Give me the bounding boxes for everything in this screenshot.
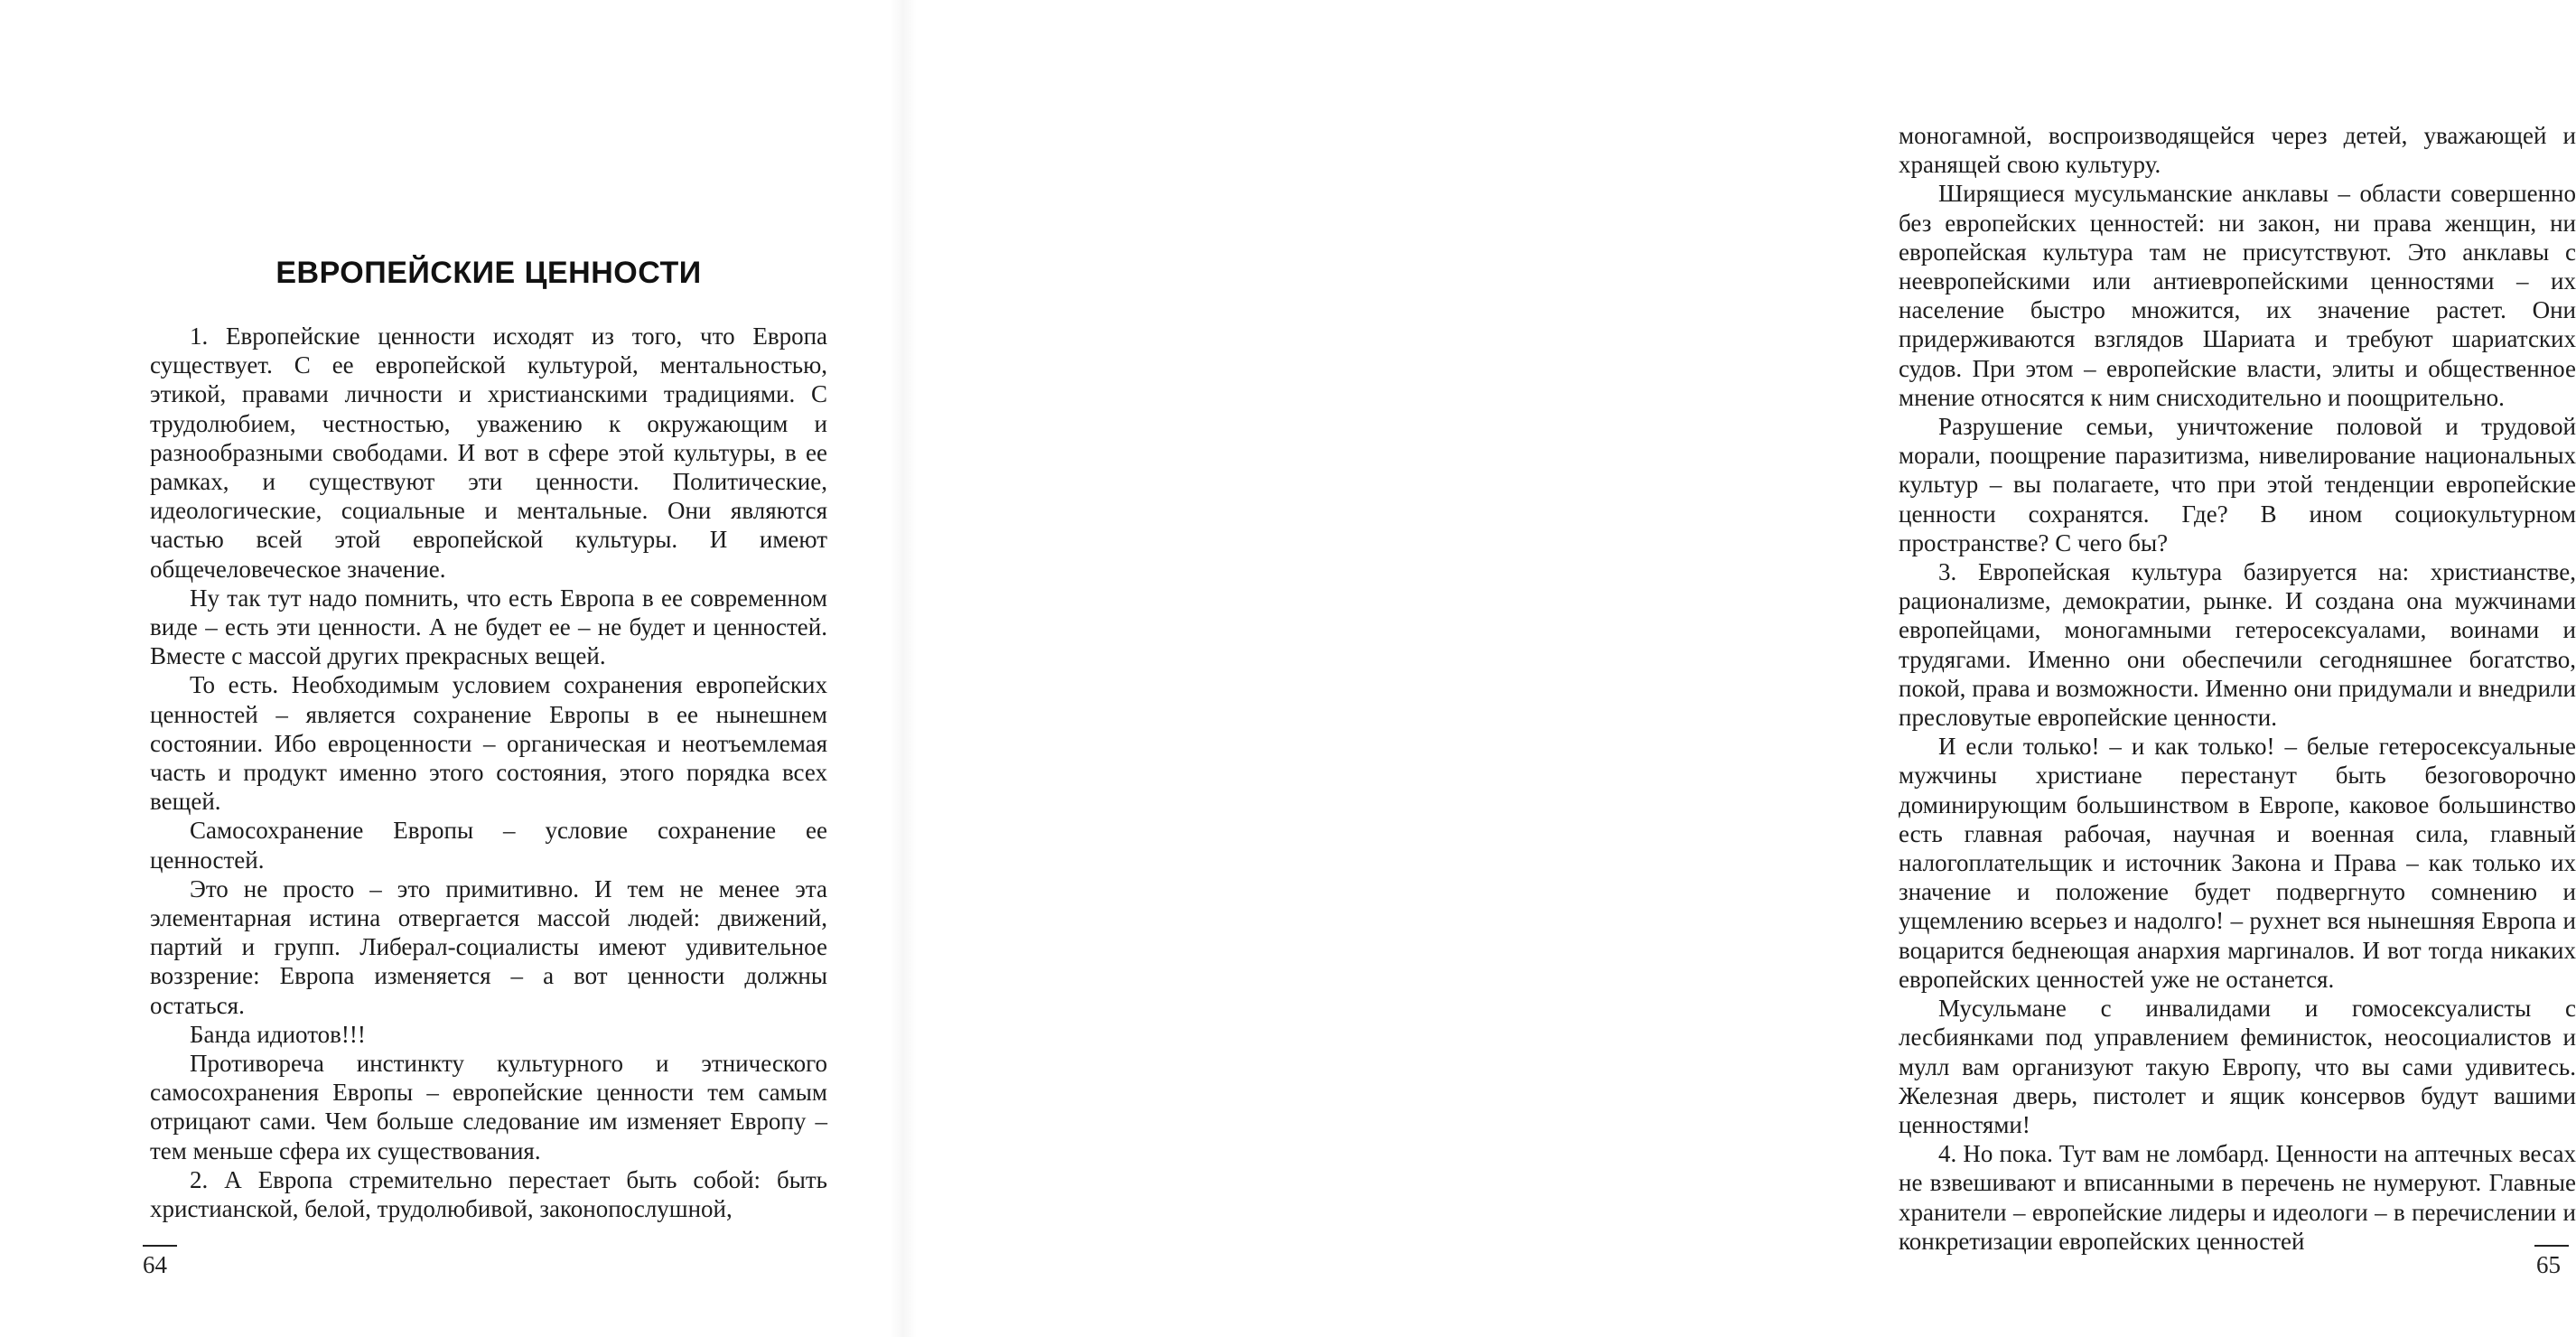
page-number-left: 64 — [143, 1251, 167, 1278]
paragraph: Банда идиотов!!! — [190, 1020, 366, 1048]
paragraph: 3. Европейская культура базируется на: христианстве, рационализме, демократии, рынке. И создана она мужчинами европейцами, моногамными гетеросексуалами, воинами и трудягами. Именно они обеспечили сегодняшнее богатство, покой, права и возможности. Именно они придумали и внедрили пресловутые европейские ценности. — [1899, 558, 2576, 732]
paragraph: 2. А Европа стремительно перестает быть собой: быть христианской, белой, трудолюбивой, законопослушной, — [150, 1165, 827, 1223]
right-page — [903, 0, 2576, 1337]
paragraph: 1. Европейские ценности исходят из того, что Европа существует. С ее европейской культурой, ментальностью, этикой, правами личности и христианскими традициями. С трудолюбием, честностью, уважению к окружающим и разнообразными свободами. И вот в сфере этой культуры, в ее рамках, и существуют эти ценности. Политические, идеологические, социальные и ментальные. Они являются частью всей этой европейской культуры. И имеют общечеловеческое значение. — [150, 323, 827, 583]
paragraph: 4. Но пока. Тут вам не ломбард. Ценности на аптечных весах не взвешивают и вписанными в перечень не нумеруют. Главные хранители – европейские лидеры и идеологи – в перечислении и конкретизации европейских ценностей — [1899, 1140, 2576, 1255]
paragraph: Ширящиеся мусульманские анклавы – области совершенно без европейских ценностей: ни закон, ни права женщин, ни европейская культура там не присутствуют. Это анклавы с неевропейскими или антиевропейскими ценностями – их население быстро множится, их значение растет. Они придерживаются взглядов Шариата и требуют шариатских судов. При этом – европейские власти, элиты и общественное мнение относятся к ним снисходительно и поощрительно. — [1899, 180, 2576, 411]
paragraph: И если только! – и как только! – белые гетеросексуальные мужчины христиане перестанут быть безоговорочно доминирующим большинством в Европе, каковое большинство есть главная рабочая, научная и военная сила, главный налогоплательщик и источник Закона и Права – как только их значение и положение будет подвергнуто сомнению и ущемлению всерьез и надолго! – рухнет вся нынешняя Европа и воцарится беднеющая анархия маргиналов. И вот тогда никаких европейских ценностей уже не останется. — [1899, 733, 2576, 993]
right-page-text — [1899, 121, 2576, 1256]
page-number-right: 65 — [2536, 1251, 2561, 1278]
chapter-title: ЕВРОПЕЙСКИЕ ЦЕННОСТИ — [275, 256, 702, 290]
page-number-rule — [2534, 1245, 2569, 1247]
paragraph-continued: моногамной, воспроизводящейся через детей, уважающей и хранящей свою культуру. — [1899, 122, 2576, 179]
paragraph: То есть. Необходимым условием сохранения европейских ценностей – является сохранение Европы в ее нынешнем состоянии. Ибо евроценности – органическая и неотъемлемая часть и продукт именно этого состояния, этого порядка всех вещей. — [150, 671, 827, 816]
paragraph: Разрушение семьи, уничтожение половой и трудовой морали, поощрение паразитизма, нивелирование национальных культур – вы полагаете, что при этой тенденции европейские ценности сохранятся. Где? В ином социокультурном пространстве? С чего бы? — [1899, 413, 2576, 556]
left-page-text — [150, 322, 827, 1223]
paragraph: Ну так тут надо помнить, что есть Европа в ее современном виде – есть эти ценности. А не будет ее – не будет и ценностей. Вместе с массой других прекрасных вещей. — [150, 584, 827, 670]
paragraph: Мусульмане с инвалидами и гомосексуалисты с лесбиянками под управлением феминисток, неосоциалистов и мулл вам организуют такую Европу, что вы сами удивитесь. Железная дверь, пистолет и ящик консервов будут вашими ценностями! — [1899, 995, 2576, 1138]
paragraph: Это не просто – это примитивно. И тем не менее эта элементарная истина отвергается массой людей: движений, партий и групп. Либерал-социалисты имеют удивительное воззрение: Европа изменяется – а вот ценности должны остаться. — [150, 874, 827, 1019]
paragraph: Самосохранение Европы – условие сохранение ее ценностей. — [150, 817, 827, 874]
paragraph: Противореча инстинкту культурного и этнического самосохранения Европы – европейские ценности тем самым отрицают сами. Чем больше следование им изменяет Европу – тем меньше сфера их существования. — [150, 1050, 827, 1164]
left-page — [0, 0, 903, 1337]
page-number-rule — [143, 1245, 177, 1247]
